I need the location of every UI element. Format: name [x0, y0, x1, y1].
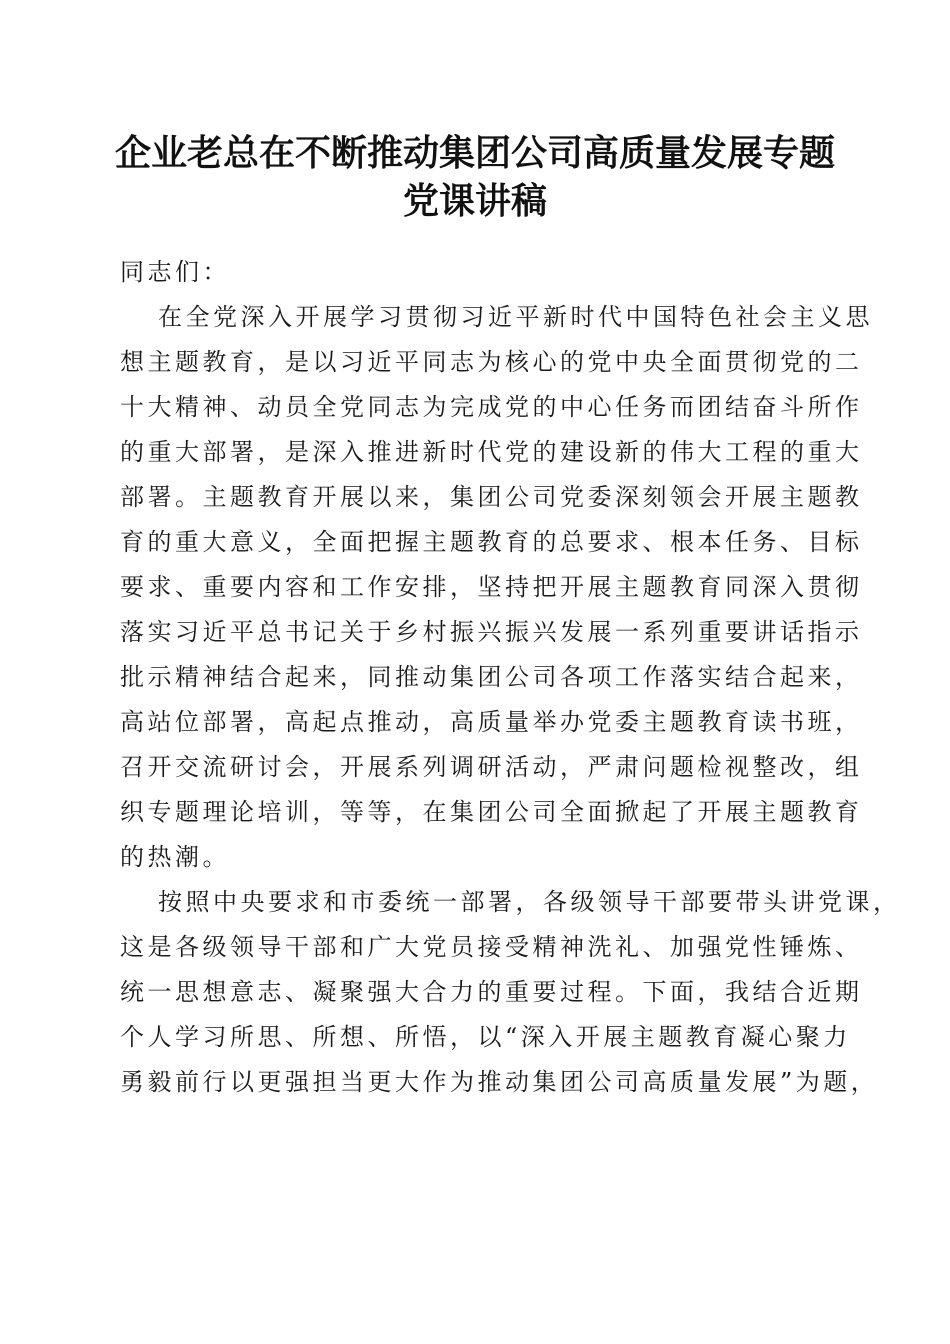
- title-line-1: 企业老总在不断推动集团公司高质量发展专题: [114, 133, 835, 174]
- paragraph-line: 召开交流研讨会，开展系列调研活动，严肃问题检视整改，组: [120, 753, 863, 781]
- title-line-2: 党课讲稿: [402, 181, 547, 222]
- paragraph-line: 勇毅前行以更强担当更大作为推动集团公司高质量发展”为题，: [120, 1068, 879, 1096]
- document-body: [120, 250, 901, 1105]
- paragraph-line: 这是各级领导干部和广大党员接受精神洗礼、加强党性锤炼、: [120, 933, 863, 961]
- salutation: 同志们：: [120, 258, 230, 286]
- paragraph-line: 要求、重要内容和工作安排，坚持把开展主题教育同深入贯彻: [120, 573, 863, 601]
- paragraph-line: 育的重大意义，全面把握主题教育的总要求、根本任务、目标: [120, 528, 863, 556]
- paragraph-line: 统一思想意志、凝聚强大合力的重要过程。下面，我结合近期: [120, 978, 863, 1006]
- paragraph-line: 十大精神、动员全党同志为完成党的中心任务而团结奋斗所作: [120, 393, 863, 421]
- paragraph-line: 的热潮。: [120, 843, 230, 871]
- paragraph-line: 按照中央要求和市委统一部署，各级领导干部要带头讲党课，: [158, 888, 901, 916]
- paragraph-line: 批示精神结合起来，同推动集团公司各项工作落实结合起来，: [120, 663, 863, 691]
- document-title: [100, 130, 850, 226]
- paragraph-line: 的重大部署，是深入推进新时代党的建设新的伟大工程的重大: [120, 438, 863, 466]
- paragraph-line: 部署。主题教育开展以来，集团公司党委深刻领会开展主题教: [120, 483, 863, 511]
- paragraph-1: [120, 295, 873, 880]
- paragraph-2: [120, 880, 901, 1105]
- paragraph-line: 在全党深入开展学习贯彻习近平新时代中国特色社会主义思: [158, 303, 873, 331]
- paragraph-line: 想主题教育，是以习近平同志为核心的党中央全面贯彻党的二: [120, 348, 863, 376]
- paragraph-line: 高站位部署，高起点推动，高质量举办党委主题教育读书班，: [120, 708, 863, 736]
- paragraph-line: 落实习近平总书记关于乡村振兴振兴发展一系列重要讲话指示: [120, 618, 863, 646]
- paragraph-line: 个人学习所思、所想、所悟，以“深入开展主题教育凝心聚力: [120, 1023, 851, 1051]
- paragraph-line: 织专题理论培训，等等，在集团公司全面掀起了开展主题教育: [120, 798, 863, 826]
